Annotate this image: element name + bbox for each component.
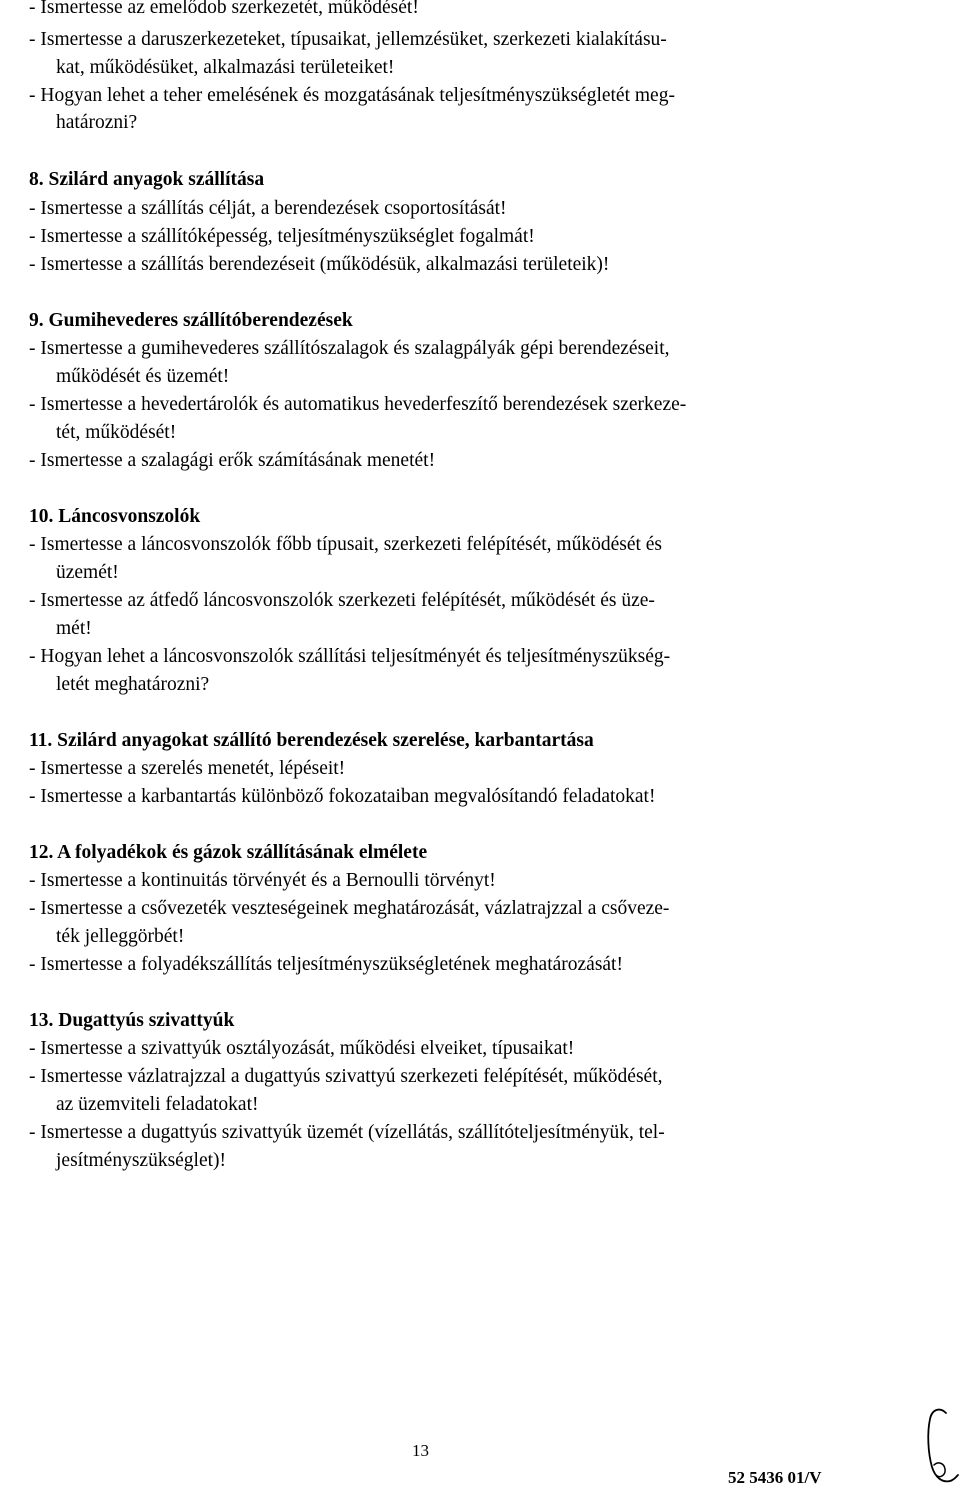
text-line: - Ismertesse a szalagági erők számításának menetét!	[29, 450, 436, 471]
text-line: - Ismertesse a daruszerkezeteket, típusaikat, jellemzésüket, szerkezeti kialakításu-	[29, 29, 667, 50]
text-line: ték jelleggörbét!	[56, 926, 185, 947]
document-code: 52 5436 01/V	[728, 1468, 822, 1487]
text-line: jesítményszükséglet)!	[56, 1150, 227, 1171]
section-heading: 9. Gumihevederes szállítóberendezések	[29, 310, 353, 331]
section-heading: 8. Szilárd anyagok szállítása	[29, 169, 265, 190]
text-line: - Ismertesse a láncosvonszolók főbb típusait, szerkezeti felépítését, működését és	[29, 534, 663, 555]
text-line: - Ismertesse a hevedertárolók és automatikus hevederfeszítő berendezések szerkeze-	[29, 394, 687, 415]
text-line: kat, működésüket, alkalmazási területeiket!	[56, 57, 395, 78]
text-line: határozni?	[56, 112, 138, 133]
text-line: - Ismertesse a dugattyús szivattyúk üzemét (vízellátás, szállítóteljesítményük, tel-	[29, 1122, 665, 1143]
text-line: - Hogyan lehet a láncosvonszolók szállítási teljesítményét és teljesítményszükség-	[29, 646, 671, 667]
text-line: - Ismertesse a kontinuitás törvényét és a Bernoulli törvényt!	[29, 870, 496, 891]
section-heading: 11. Szilárd anyagokat szállító berendezések szerelése, karbantartása	[29, 730, 594, 751]
text-line: - Ismertesse vázlatrajzzal a dugattyús szivattyú szerkezeti felépítését, működését,	[29, 1066, 663, 1087]
section-heading: 10. Láncosvonszolók	[29, 506, 201, 527]
page-number: 13	[412, 1441, 429, 1460]
text-line: - Ismertesse a gumihevederes szállítószalagok és szalagpályák gépi berendezéseit,	[29, 338, 670, 359]
text-line: - Ismertesse a csővezeték veszteségeinek meghatározását, vázlatrajzzal a csőveze-	[29, 898, 670, 919]
text-line: - Ismertesse a szállítás célját, a berendezések csoportosítását!	[29, 198, 507, 219]
text-line: - Ismertesse a folyadékszállítás teljesítményszükségletének meghatározását!	[29, 954, 623, 975]
text-line: - Ismertesse a karbantartás különböző fokozataiban megvalósítandó feladatokat!	[29, 786, 656, 807]
text-line: letét meghatározni?	[56, 674, 210, 695]
text-line: az üzemviteli feladatokat!	[56, 1094, 259, 1115]
text-line: - Ismertesse a szállítóképesség, teljesítményszükséglet fogalmát!	[29, 226, 535, 247]
text-line: - Hogyan lehet a teher emelésének és mozgatásának teljesítményszükségletét meg-	[29, 85, 675, 106]
text-line: - Ismertesse a szerelés menetét, lépéseit!	[29, 758, 346, 779]
section-heading: 13. Dugattyús szivattyúk	[29, 1010, 235, 1031]
text-line: működését és üzemét!	[56, 366, 230, 387]
handwritten-signature	[918, 1405, 960, 1487]
text-line: tét, működését!	[56, 422, 177, 443]
text-line: - Ismertesse az emelődob szerkezetét, működését!	[29, 0, 419, 18]
text-line: üzemét!	[56, 562, 119, 583]
text-line: - Ismertesse az átfedő láncosvonszolók szerkezeti felépítését, működését és üze-	[29, 590, 655, 611]
text-line: mét!	[56, 618, 92, 639]
text-line: - Ismertesse a szállítás berendezéseit (működésük, alkalmazási területeik)!	[29, 254, 610, 275]
text-line: - Ismertesse a szivattyúk osztályozását, működési elveiket, típusaikat!	[29, 1038, 575, 1059]
section-heading: 12. A folyadékok és gázok szállításának elmélete	[29, 842, 428, 863]
